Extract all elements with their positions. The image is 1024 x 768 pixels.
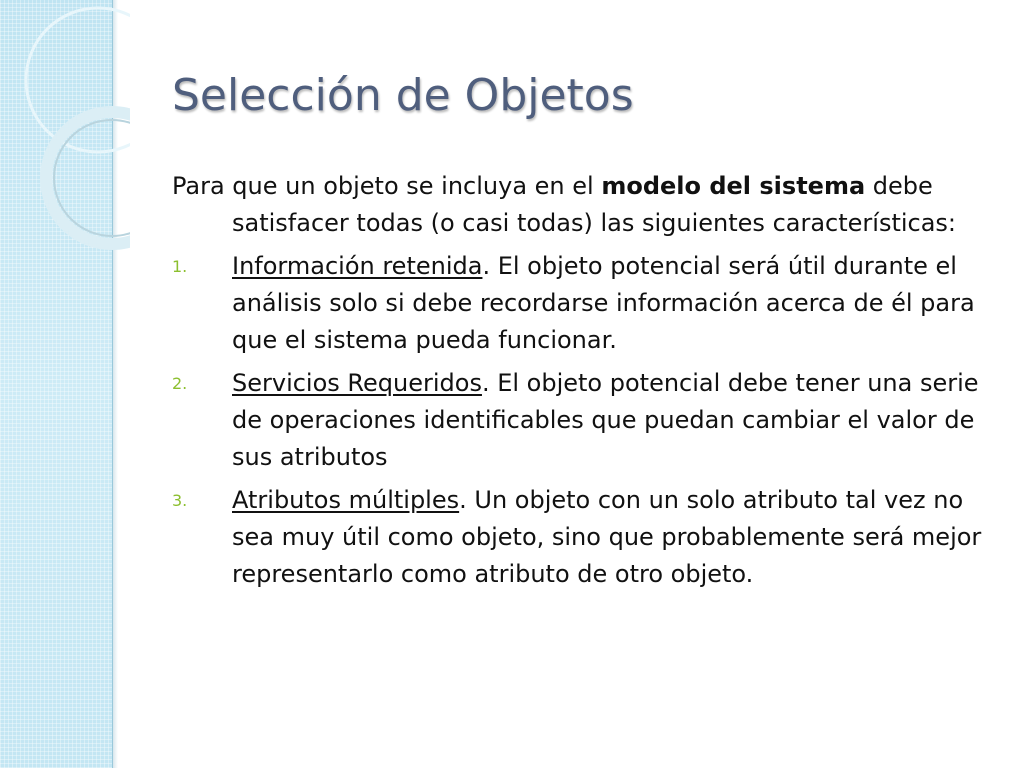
list-item-number: 3.: [172, 491, 188, 510]
lower-ring-outer: [46, 112, 130, 244]
list-item-description: . El objeto potencial debe tener una serie de operaciones identificables que puedan cambiar el valor de sus atributos: [232, 369, 979, 471]
list-item-term: Atributos múltiples: [232, 486, 460, 514]
intro-bold-text: modelo del sistema: [601, 172, 866, 200]
list-item: [172, 248, 1002, 359]
intro-paragraph: [172, 168, 1002, 242]
list-item-number: 2.: [172, 374, 188, 393]
slide-title: Selección de Objetos: [172, 70, 634, 121]
list-item-term: Información retenida: [232, 252, 483, 280]
intro-text-after: debe satisfacer todas (o casi todas) las siguientes características:: [232, 172, 957, 237]
list-item-number: 1.: [172, 257, 188, 276]
slide-body: [172, 168, 1002, 593]
list-item: [172, 365, 1002, 476]
list-item-description: . El objeto potencial será útil durante el análisis solo si debe recordarse información acerca de él para que el sistema pueda funcionar.: [232, 252, 975, 354]
decorative-rings: [0, 0, 130, 260]
list-item: [172, 482, 1002, 593]
list-item-description: . Un objeto con un solo atributo tal vez no sea muy útil como objeto, sino que probablemente será mejor representarlo como atributo de otro objeto.: [232, 486, 982, 588]
list-item-term: Servicios Requeridos: [232, 369, 482, 397]
intro-text-before: Para que un objeto se incluya en el: [172, 172, 602, 200]
